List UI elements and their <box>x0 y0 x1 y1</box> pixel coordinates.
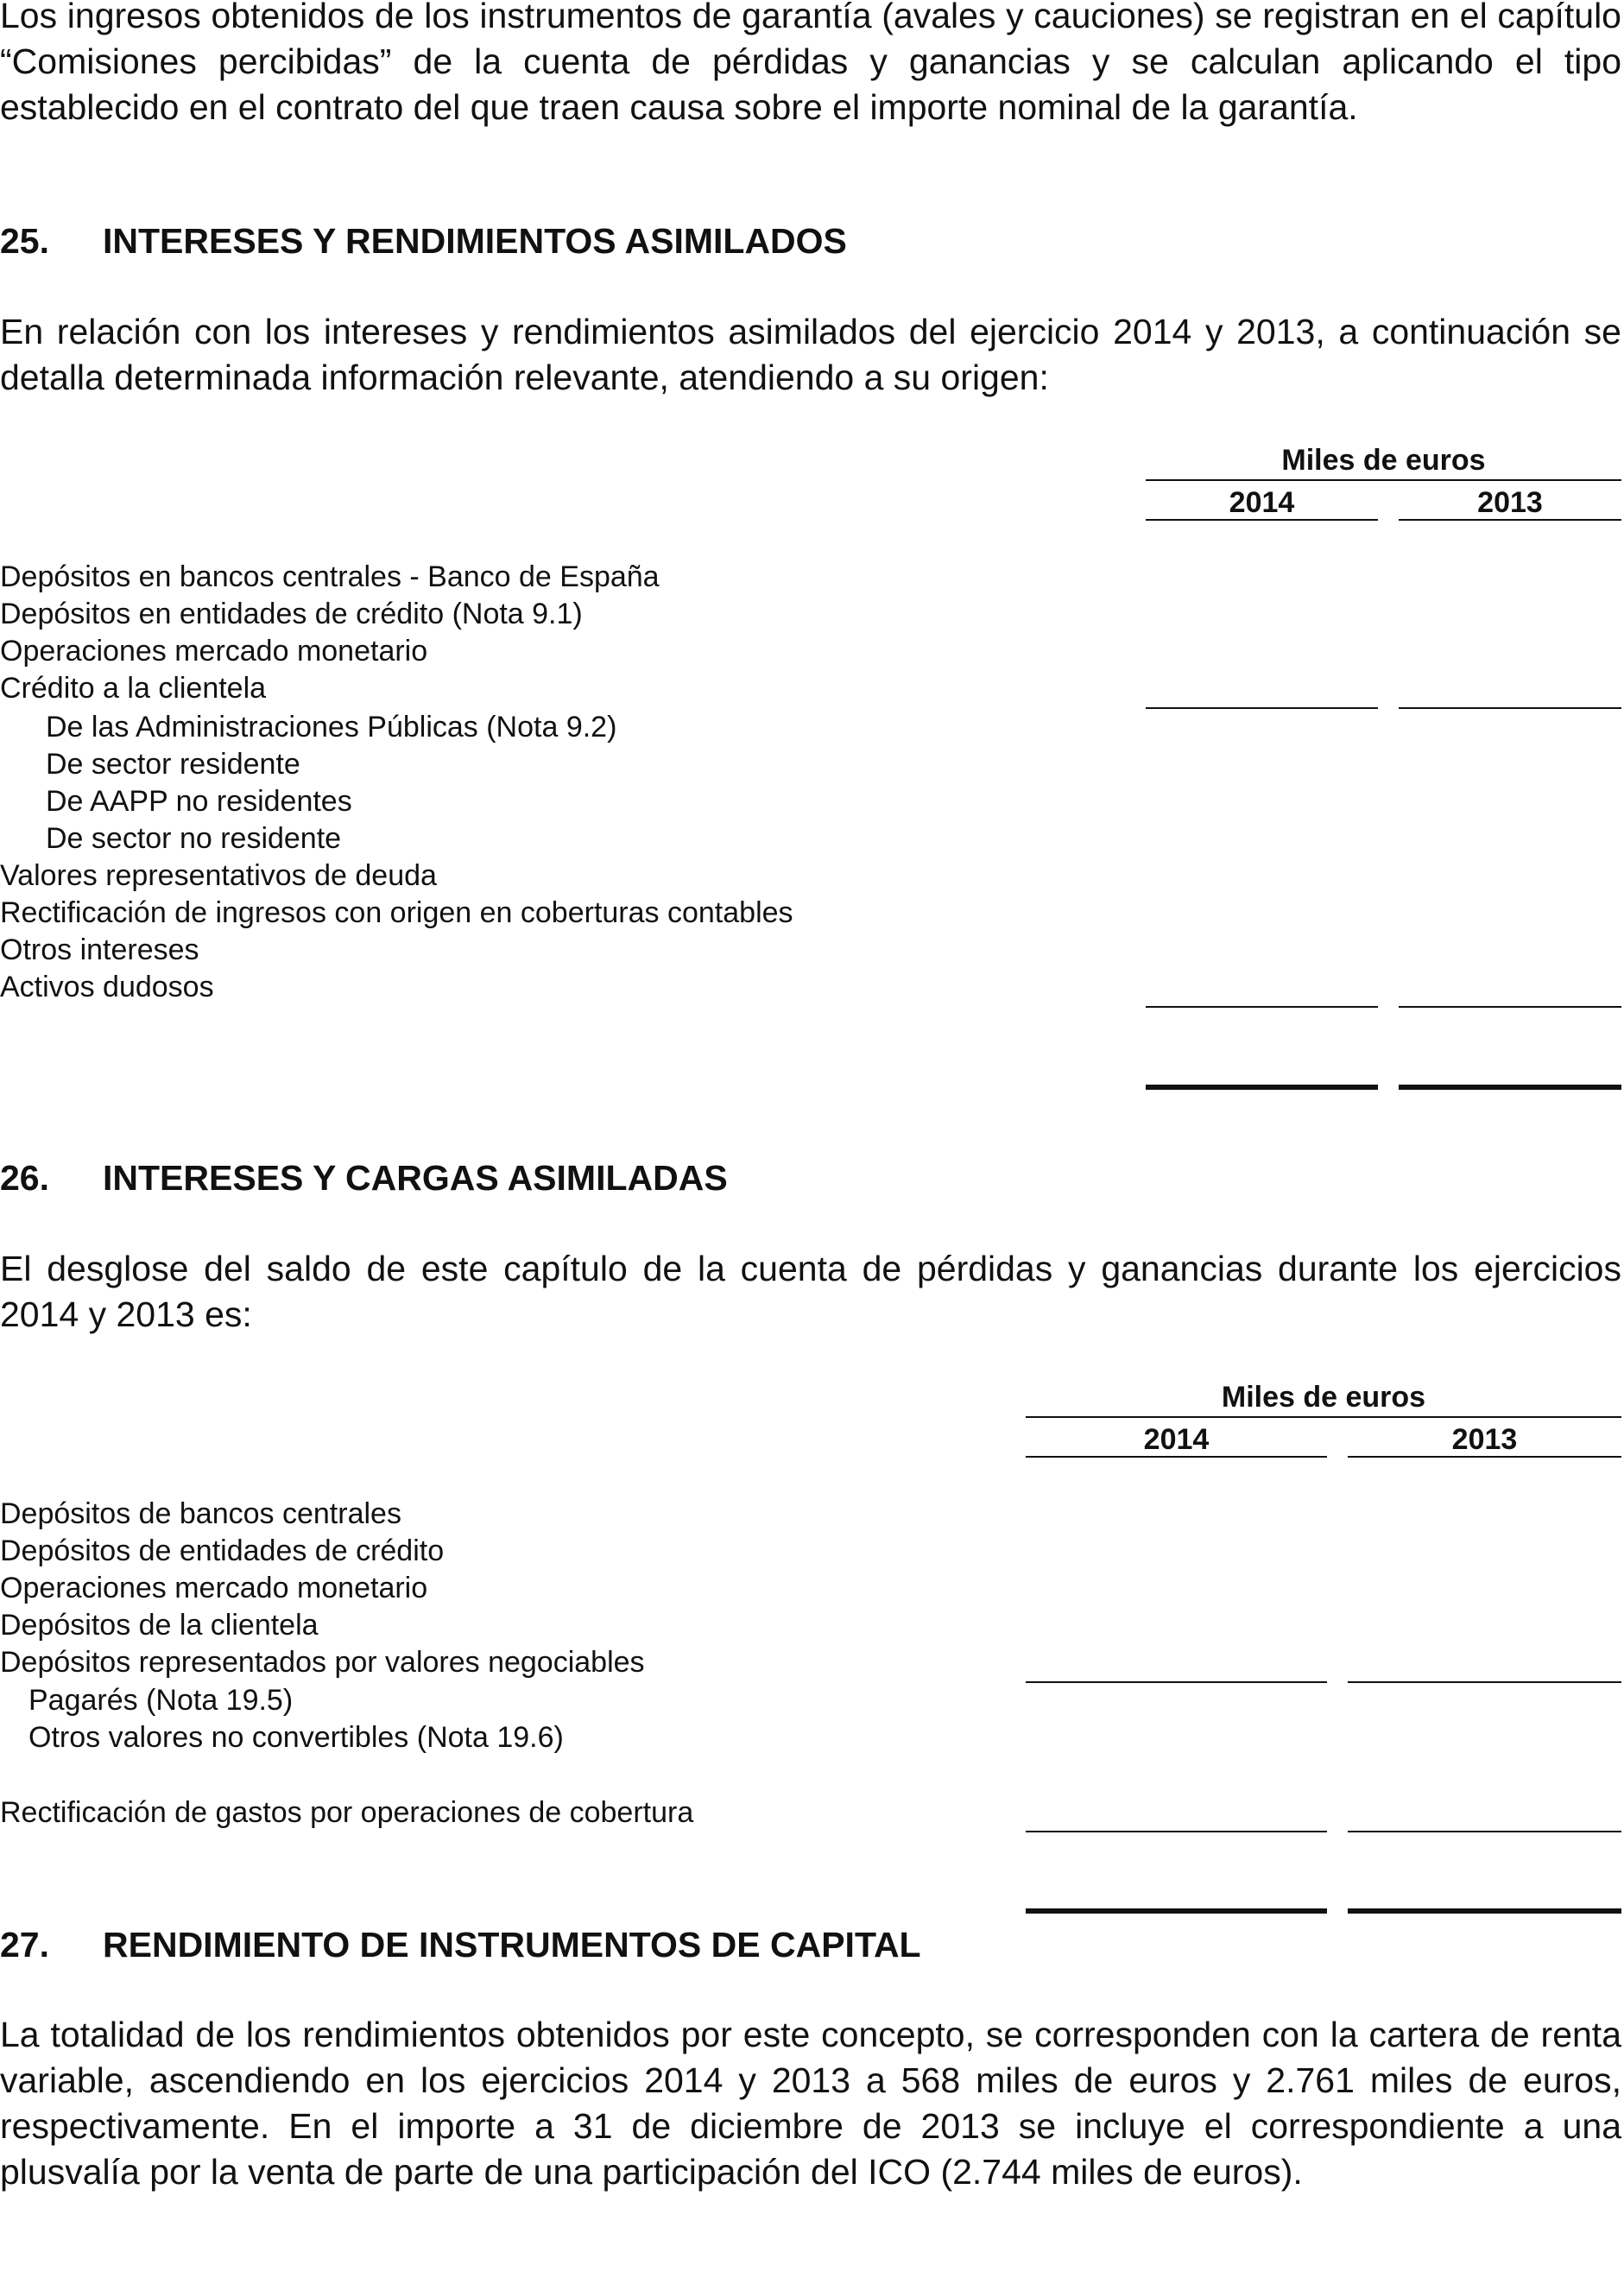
total-top-rule <box>1026 1831 1327 1832</box>
section-26-number: 26. <box>0 1158 49 1198</box>
row-label: Pagarés (Nota 19.5) <box>28 1684 294 1717</box>
row-label: Valores representativos de deuda <box>0 859 437 892</box>
section-26-heading <box>0 1155 728 1201</box>
section-25-number: 25. <box>0 221 49 261</box>
row-label: Rectificación de ingresos con origen en coberturas contables <box>0 896 793 929</box>
total-double-rule <box>1348 1908 1621 1914</box>
table-26-col-2014: 2014 <box>1143 1423 1210 1456</box>
row-label: Depósitos en entidades de crédito (Nota 9.1) <box>0 598 583 630</box>
row-label: Otros valores no convertibles (Nota 19.6) <box>28 1721 564 1754</box>
row-label: De sector no residente <box>46 822 342 855</box>
section-27-heading <box>0 1922 921 1968</box>
table-26-unit-header: Miles de euros <box>1221 1381 1426 1414</box>
row-label: Depósitos representados por valores negociables <box>0 1646 645 1679</box>
section-25-paragraph: En relación con los intereses y rendimientos asimilados del ejercicio 2014 y 2013, a continuación se detalla determinada información relevante, atendiendo a su origen: <box>0 312 1621 397</box>
table-25-col-rule-2014 <box>1146 519 1378 521</box>
row-label: Depósitos de la clientela <box>0 1609 319 1642</box>
row-label: Operaciones mercado monetario <box>0 635 428 668</box>
table-25-unit-header: Miles de euros <box>1281 444 1486 477</box>
table-25-col-rule-2013 <box>1399 519 1621 521</box>
row-label: Depósitos de entidades de crédito <box>0 1534 445 1567</box>
table-26-col-rule-2013 <box>1348 1456 1621 1458</box>
section-25-heading <box>0 218 847 264</box>
total-top-rule <box>1146 1006 1378 1008</box>
row-label: Rectificación de gastos por operaciones de cobertura <box>0 1796 694 1829</box>
total-top-rule <box>1399 1006 1621 1008</box>
total-top-rule <box>1348 1831 1621 1832</box>
row-label: Activos dudosos <box>0 971 214 1003</box>
section-27-title: RENDIMIENTO DE INSTRUMENTOS DE CAPITAL <box>103 1925 921 1965</box>
section-27-number: 27. <box>0 1925 49 1965</box>
table-25-col-2013: 2013 <box>1477 486 1543 519</box>
section-27-paragraph: La totalidad de los rendimientos obtenidos por este concepto, se corresponden con la cartera de renta variable, ascendiendo en los ejercicios 2014 y 2013 a 568 miles de euros y 2.761 miles de euros, respectivamente. En el importe a 31 de diciembre de 2013 se incluye el correspondiente a una plusvalía por la venta de parte de una participación del ICO (2.744 miles de euros). <box>0 2015 1621 2192</box>
row-label: Depósitos en bancos centrales - Banco de España <box>0 560 660 593</box>
total-double-rule <box>1146 1085 1378 1090</box>
section-25-title: INTERESES Y RENDIMIENTOS ASIMILADOS <box>103 221 847 261</box>
intro-paragraph: Los ingresos obtenidos de los instrumentos de garantía (avales y cauciones) se registran en el capítulo “Comisiones percibidas” de la cuenta de pérdidas y ganancias y se calculan aplicando el tipo establecido en el contrato del que traen causa sobre el importe nominal de la garantía. <box>0 0 1621 127</box>
total-double-rule <box>1026 1908 1327 1914</box>
subtotal-rule <box>1146 707 1378 709</box>
row-label: Depósitos de bancos centrales <box>0 1497 401 1530</box>
section-26-paragraph: El desglose del saldo de este capítulo de la cuenta de pérdidas y ganancias durante los ejercicios 2014 y 2013 es: <box>0 1249 1621 1334</box>
subtotal-rule <box>1399 707 1621 709</box>
table-25-col-2014: 2014 <box>1229 486 1295 519</box>
row-label: Otros intereses <box>0 933 199 966</box>
row-label: Crédito a la clientela <box>0 672 267 705</box>
section-26-title: INTERESES Y CARGAS ASIMILADAS <box>103 1158 728 1198</box>
table-26-col-2013: 2013 <box>1451 1423 1518 1456</box>
total-double-rule <box>1399 1085 1621 1090</box>
subtotal-rule <box>1026 1681 1327 1683</box>
row-label: De las Administraciones Públicas (Nota 9.2) <box>46 711 617 744</box>
table-26-col-rule-2014 <box>1026 1456 1327 1458</box>
table-25-header-rule <box>1146 479 1621 481</box>
subtotal-rule <box>1348 1681 1621 1683</box>
table-26-header-rule <box>1026 1416 1621 1418</box>
row-label: De sector residente <box>46 748 300 781</box>
row-label: Operaciones mercado monetario <box>0 1572 428 1604</box>
row-label: De AAPP no residentes <box>46 785 352 818</box>
